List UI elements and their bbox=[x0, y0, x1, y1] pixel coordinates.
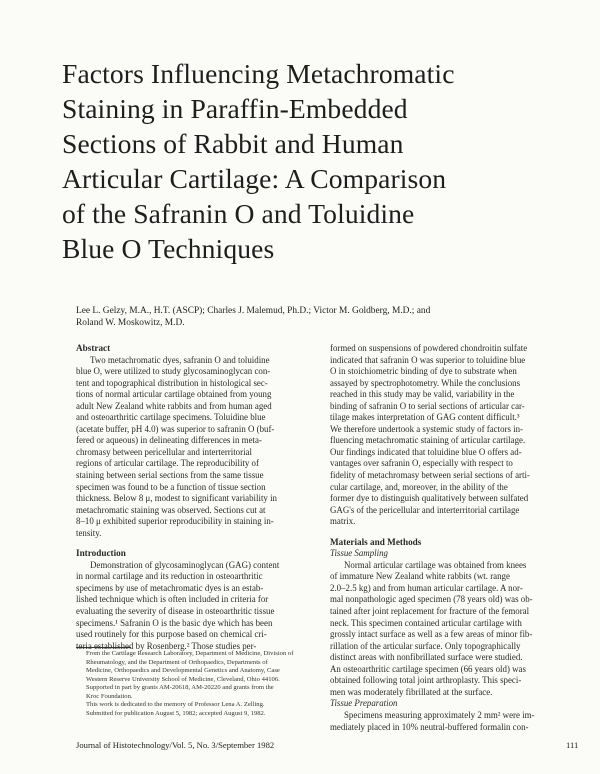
text-line: 2.0–2.5 kg) and from human articular cartilage. A nor- bbox=[330, 582, 523, 593]
text-line: in normal cartilage and its reduction in osteoarthritic bbox=[76, 571, 263, 582]
text-line: rillation of the articular surface. Only topographically bbox=[330, 640, 521, 651]
footnote-line: From the Cartilage Research Laboratory, Department of Medicine, Division of bbox=[86, 650, 294, 657]
text-line: tained after joint replacement for fracture of the femoral bbox=[330, 606, 530, 617]
text-line: former dye to distinguish qualitatively between sulfated bbox=[330, 493, 529, 504]
text-line: men was moderately fibrillated at the surface. bbox=[330, 686, 493, 697]
text-line: thickness. Below 8 μ, modest to significant variability in bbox=[76, 493, 277, 504]
text-line: cular cartilage, and, moreover, in the ability of the bbox=[330, 481, 508, 492]
author-line: Roland W. Moskowitz, M.D. bbox=[76, 318, 185, 328]
right-column bbox=[330, 343, 580, 733]
text-line: specimens.¹ Safranin O is the basic dye which has been bbox=[76, 617, 273, 628]
title-line: Factors Influencing Metachromatic bbox=[62, 58, 455, 89]
tissue-sampling-heading: Tissue Sampling bbox=[330, 548, 388, 559]
text-line: Two metachromatic dyes, safranin O and toluidine bbox=[90, 354, 270, 365]
title-line: Staining in Paraffin-Embedded bbox=[62, 93, 408, 124]
text-line: reached in this study may be valid, variability in the bbox=[330, 389, 515, 400]
text-line: Demonstration of glycosaminoglycan (GAG) content bbox=[90, 559, 280, 570]
text-line: O in stoichiometric binding of dye to substrate when bbox=[330, 366, 517, 377]
text-line: tilage makes interpretation of GAG content difficult.³ bbox=[330, 412, 520, 423]
text-line: grossly intact surface as well as a few areas of minor fib- bbox=[330, 629, 533, 640]
text-line: GAG's of the pericellular and interterritorial cartilage bbox=[330, 504, 520, 515]
left-column bbox=[76, 343, 321, 652]
text-line: distinct areas with nonfibrillated surface were studied. bbox=[330, 652, 523, 663]
text-line: blue O, were utilized to study glycosaminoglycan con- bbox=[76, 366, 271, 377]
footnotes bbox=[86, 650, 326, 718]
abstract-heading: Abstract bbox=[76, 343, 111, 353]
text-line: We therefore undertook a systemic study of factors in- bbox=[330, 423, 523, 434]
footnote-line: Medicine, Orthopaedics and Developmental Genetics and Anatomy, Case bbox=[86, 667, 280, 674]
footnote-divider bbox=[76, 647, 131, 648]
title-line: Sections of Rabbit and Human bbox=[62, 128, 404, 159]
title-line: Blue O Techniques bbox=[62, 233, 275, 264]
text-line: tensity. bbox=[76, 527, 102, 538]
introduction-continued bbox=[330, 343, 580, 528]
text-line: metachromatic staining was observed. Sections cut at bbox=[76, 504, 266, 515]
article-title bbox=[62, 56, 562, 266]
journal-citation: Journal of Histotechnology/Vol. 5, No. 3/September 1982 bbox=[76, 740, 275, 750]
title-line: Articular Cartilage: A Comparison bbox=[62, 163, 447, 194]
text-line: indicated that safranin O was superior to toluidine blue bbox=[330, 354, 526, 365]
tissue-preparation-body bbox=[330, 710, 580, 733]
text-line: Our findings indicated that toluidine blue O offers ad- bbox=[330, 446, 522, 457]
text-line: An osteoarthritic cartilage specimen (66 years old) was bbox=[330, 663, 526, 674]
text-line: and osteoarthritic cartilage specimens. Toluidine blue bbox=[76, 412, 266, 423]
text-line: binding of safranin O to serial sections of articular car- bbox=[330, 400, 525, 411]
abstract-body bbox=[76, 355, 321, 540]
text-line: of immature New Zealand white rabbits (wt. range bbox=[330, 571, 510, 582]
footnote-line: This work is dedicated to the memory of Professor Lena A. Zelling. bbox=[86, 701, 265, 708]
text-line: tent and topographical distribution in histological sec- bbox=[76, 377, 268, 388]
text-line: teria established by Rosenberg.² Those studies per- bbox=[76, 640, 257, 651]
author-list bbox=[76, 305, 546, 329]
text-line: used routinely for this purpose based on chemical cri- bbox=[76, 629, 267, 640]
text-line: matrix. bbox=[330, 516, 356, 527]
text-line: fidelity of metachromasy between serial sections of arti- bbox=[330, 470, 530, 481]
text-line: fluencing metachromatic staining of articular cartilage. bbox=[330, 435, 526, 446]
text-line: specimens by use of metachromatic dyes is an estab- bbox=[76, 582, 264, 593]
footnote-line: Submitted for publication August 5, 1982; accepted August 9, 1982. bbox=[86, 709, 266, 717]
text-line: chromasy between pericellular and interterritorial bbox=[76, 446, 252, 457]
text-line: tions of normal articular cartilage obtained from young bbox=[76, 389, 272, 400]
page-number: 111 bbox=[566, 740, 579, 750]
text-line: obtained following total joint arthroplasty. This speci- bbox=[330, 675, 522, 686]
text-line: lished technique which is often included in criteria for bbox=[76, 594, 269, 605]
text-line: assayed by spectrophotometry. While the conclusions bbox=[330, 377, 521, 388]
text-line: specimen was found to be a function of tissue section bbox=[76, 481, 266, 492]
title-line: of the Safranin O and Toluidine bbox=[62, 198, 415, 229]
introduction-heading: Introduction bbox=[76, 548, 126, 559]
text-line: Normal articular cartilage was obtained from knees bbox=[344, 559, 527, 570]
tissue-sampling-body bbox=[330, 560, 580, 699]
footnote-line: Rheumatology, and the Department of Orthopaedics, Departments of bbox=[86, 658, 268, 666]
text-line: formed on suspensions of powdered chondroitin sulfate bbox=[330, 343, 528, 353]
text-line: mediately placed in 10% neutral-buffered formalin con- bbox=[330, 721, 529, 732]
text-line: vantages over safranin O, especially with respect to bbox=[330, 458, 513, 469]
tissue-preparation-heading: Tissue Preparation bbox=[330, 698, 398, 709]
author-line: Lee L. Gelzy, M.A., H.T. (ASCP); Charles J. Malemud, Ph.D.; Victor M. Goldberg, M.D.; and bbox=[76, 306, 431, 316]
text-line: regions of articular cartilage. The reproducibility of bbox=[76, 458, 259, 469]
text-line: neck. This specimen contained articular cartilage with bbox=[330, 617, 522, 628]
footnote-line: Supported in part by grants AM-20618, AM-20220 and grants from the bbox=[86, 684, 274, 691]
text-line: evaluating the severity of disease in osteoarthritic tissue bbox=[76, 606, 275, 617]
text-line: Specimens measuring approximately 2 mm² were im- bbox=[344, 709, 535, 720]
text-line: mal nonpathologic aged specimen (78 years old) was ob- bbox=[330, 594, 533, 605]
footnote-line: Kroc Foundation. bbox=[86, 692, 133, 700]
text-line: fered or aqueous) in delineating differences in meta- bbox=[76, 435, 262, 446]
footnote-line: Western Reserve University School of Medicine, Cleveland, Ohio 44106. bbox=[86, 675, 280, 683]
text-line: 8–10 μ exhibited superior reproducibility in staining in- bbox=[76, 516, 274, 527]
text-line: adult New Zealand white rabbits and from human aged bbox=[76, 400, 272, 411]
text-line: (acetate buffer, pH 4.0) was superior to safranin O (buf- bbox=[76, 423, 275, 434]
introduction-body bbox=[76, 560, 321, 652]
methods-heading: Materials and Methods bbox=[330, 536, 422, 547]
text-line: staining between serial sections from the same tissue bbox=[76, 470, 264, 481]
